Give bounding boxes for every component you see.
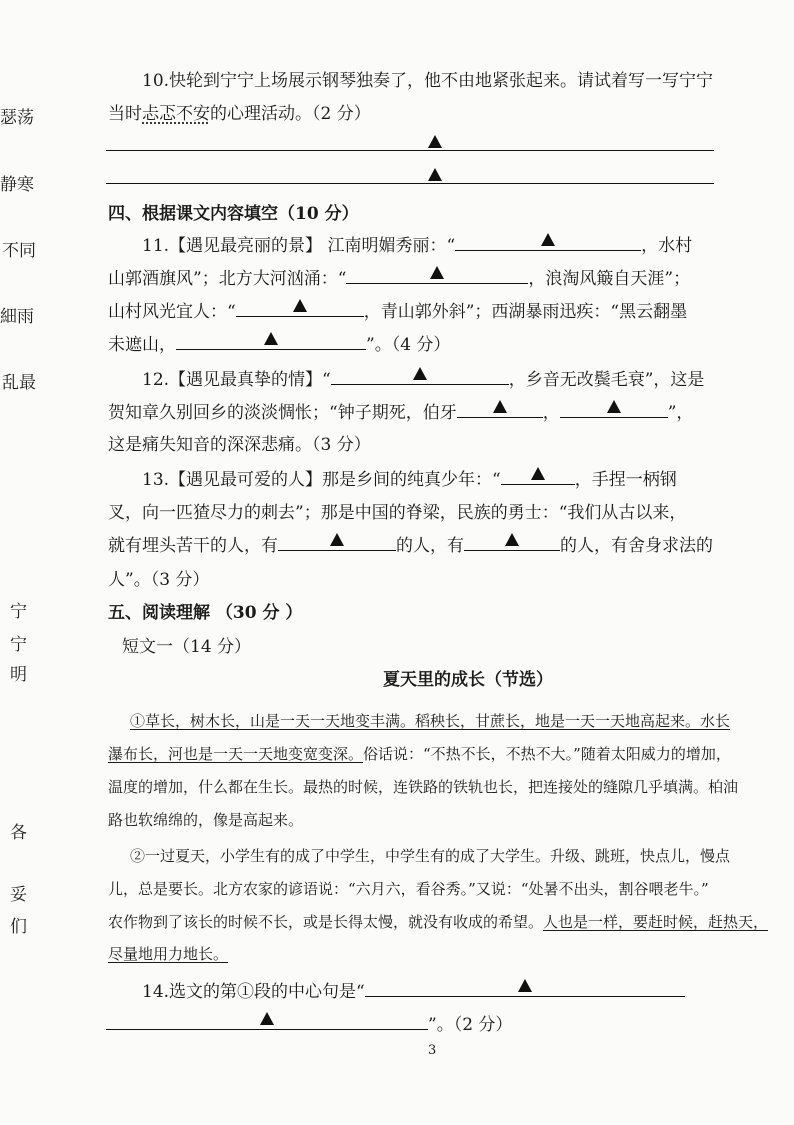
passage-line: 路也软绵绵的，像是高起来。 bbox=[108, 811, 304, 829]
passage-line: 尽量地用力地长。 bbox=[108, 945, 229, 963]
edge-char: 乱最 bbox=[2, 373, 36, 393]
q10-line1: 10.快轮到宁宁上场展示钢琴独奏了，他不由地紧张起来。请试着写一写宁宁 bbox=[142, 71, 714, 91]
passage-line: 儿，总是要长。北方农家的谚语说：“六月六，看谷秀。”又说：“处暑不出头，割谷喂老牛。” bbox=[108, 880, 709, 898]
answer-line[interactable] bbox=[106, 150, 714, 151]
q13-line4: 人”。（3 分） bbox=[108, 570, 210, 590]
edge-char: 宁 bbox=[10, 602, 27, 622]
edge-char: 瑟荡 bbox=[0, 108, 34, 128]
q14-line2: ”。（2 分） bbox=[106, 1010, 512, 1035]
passage-subtitle: 短文一（14 分） bbox=[122, 637, 252, 657]
triangle-marker-icon bbox=[430, 266, 444, 279]
q11-line2: 山郭酒旗风”；北方大河汹涌：“ ，浪淘风簸自天涯”； bbox=[108, 264, 690, 289]
fill-blank[interactable] bbox=[365, 982, 685, 997]
passage-line: 温度的增加，什么都在生长。最热的时候，连铁路的铁轨也长，把连接处的缝隙几乎填满。柏油 bbox=[108, 778, 739, 796]
triangle-marker-icon bbox=[293, 299, 307, 312]
triangle-marker-icon bbox=[260, 1012, 274, 1025]
fill-blank[interactable] bbox=[455, 236, 641, 251]
q12-line1: 12.【遇见最真挚的情】“ ，乡音无改鬓毛衰”，这是 bbox=[142, 365, 704, 390]
fill-blank[interactable] bbox=[236, 302, 364, 317]
q11-line4: 未遮山， ”。（4 分） bbox=[108, 330, 450, 355]
fill-blank[interactable] bbox=[464, 536, 560, 551]
q13-line1: 13.【遇见最可爱的人】那是乡间的纯真少年：“ ，手捏一柄钢 bbox=[142, 465, 677, 490]
triangle-marker-icon bbox=[493, 400, 507, 413]
edge-char: 各 bbox=[10, 823, 27, 843]
edge-char: 明 bbox=[10, 665, 27, 685]
triangle-marker-icon bbox=[264, 332, 278, 345]
triangle-marker-icon bbox=[531, 467, 545, 480]
edge-char: 妥 bbox=[10, 885, 27, 905]
triangle-marker-icon bbox=[505, 533, 519, 546]
fill-blank[interactable] bbox=[278, 536, 396, 551]
q11-line3: 山村风光宜人：“ ，青山郭外斜”；西湖暴雨迅疾：“黑云翻墨 bbox=[108, 297, 687, 322]
passage-line: 瀑布长，河也是一天一天地变宽变深。俗话说：“不热不长，不热不大。”随着太阳威力的增加， bbox=[108, 745, 731, 763]
page-number: 3 bbox=[428, 1043, 437, 1058]
q12-line2: 贺知章久别回乡的淡淡惆怅；“钟子期死，伯牙 ， ”， bbox=[108, 398, 693, 423]
q13-line3: 就有埋头苦干的人，有 的人，有 的人，有舍身求法的 bbox=[108, 531, 713, 556]
fill-blank[interactable] bbox=[560, 403, 668, 418]
edge-char: 们 bbox=[10, 917, 27, 937]
q11-line1: 11.【遇见最亮丽的景】 江南明媚秀丽：“ ，水村 bbox=[142, 231, 692, 256]
triangle-marker-icon bbox=[428, 135, 442, 148]
q12-line3: 这是痛失知音的深深悲痛。（3 分） bbox=[108, 435, 371, 455]
edge-char: 細雨 bbox=[0, 307, 34, 327]
fill-blank[interactable] bbox=[106, 1015, 428, 1030]
fill-blank[interactable] bbox=[331, 370, 509, 385]
triangle-marker-icon bbox=[541, 233, 555, 246]
section4-title: 四、根据课文内容填空（10 分） bbox=[108, 204, 359, 224]
passage-line: ①草长，树木长，山是一天一天地变丰满。稻秧长，甘蔗长，地是一天一天地高起来。水长 bbox=[130, 712, 731, 730]
edge-char: 静寒 bbox=[0, 175, 34, 195]
q13-line2: 叉，向一匹猹尽力的刺去”；那是中国的脊梁，民族的勇士：“我们从古以来， bbox=[108, 503, 687, 523]
triangle-marker-icon bbox=[428, 168, 442, 181]
fill-blank[interactable] bbox=[346, 269, 528, 284]
edge-char: 宁 bbox=[10, 635, 27, 655]
triangle-marker-icon bbox=[518, 979, 532, 992]
fill-blank[interactable] bbox=[457, 403, 543, 418]
fill-blank[interactable] bbox=[176, 335, 366, 350]
edge-char: 不同 bbox=[2, 241, 36, 261]
answer-line[interactable] bbox=[106, 183, 714, 184]
triangle-marker-icon bbox=[413, 367, 427, 380]
passage-line: ②一过夏天，小学生有的成了中学生，中学生有的成了大学生。升级、跳班，快点儿，慢点 bbox=[130, 847, 731, 865]
triangle-marker-icon bbox=[607, 400, 621, 413]
q14-line1: 14.选文的第①段的中心句是“ bbox=[142, 977, 685, 1002]
triangle-marker-icon bbox=[330, 533, 344, 546]
passage-line: 农作物到了该长的时候不长，或是长得太慢，就没有收成的希望。人也是一样，要赶时候，赶热天， bbox=[108, 913, 769, 931]
q10-line2: 当时忐忑不安的心理活动。（2 分） bbox=[108, 104, 371, 124]
article-title: 夏天里的成长（节选） bbox=[383, 670, 553, 690]
section5-title: 五、阅读理解 （30 分 ） bbox=[108, 603, 303, 623]
fill-blank[interactable] bbox=[501, 470, 575, 485]
